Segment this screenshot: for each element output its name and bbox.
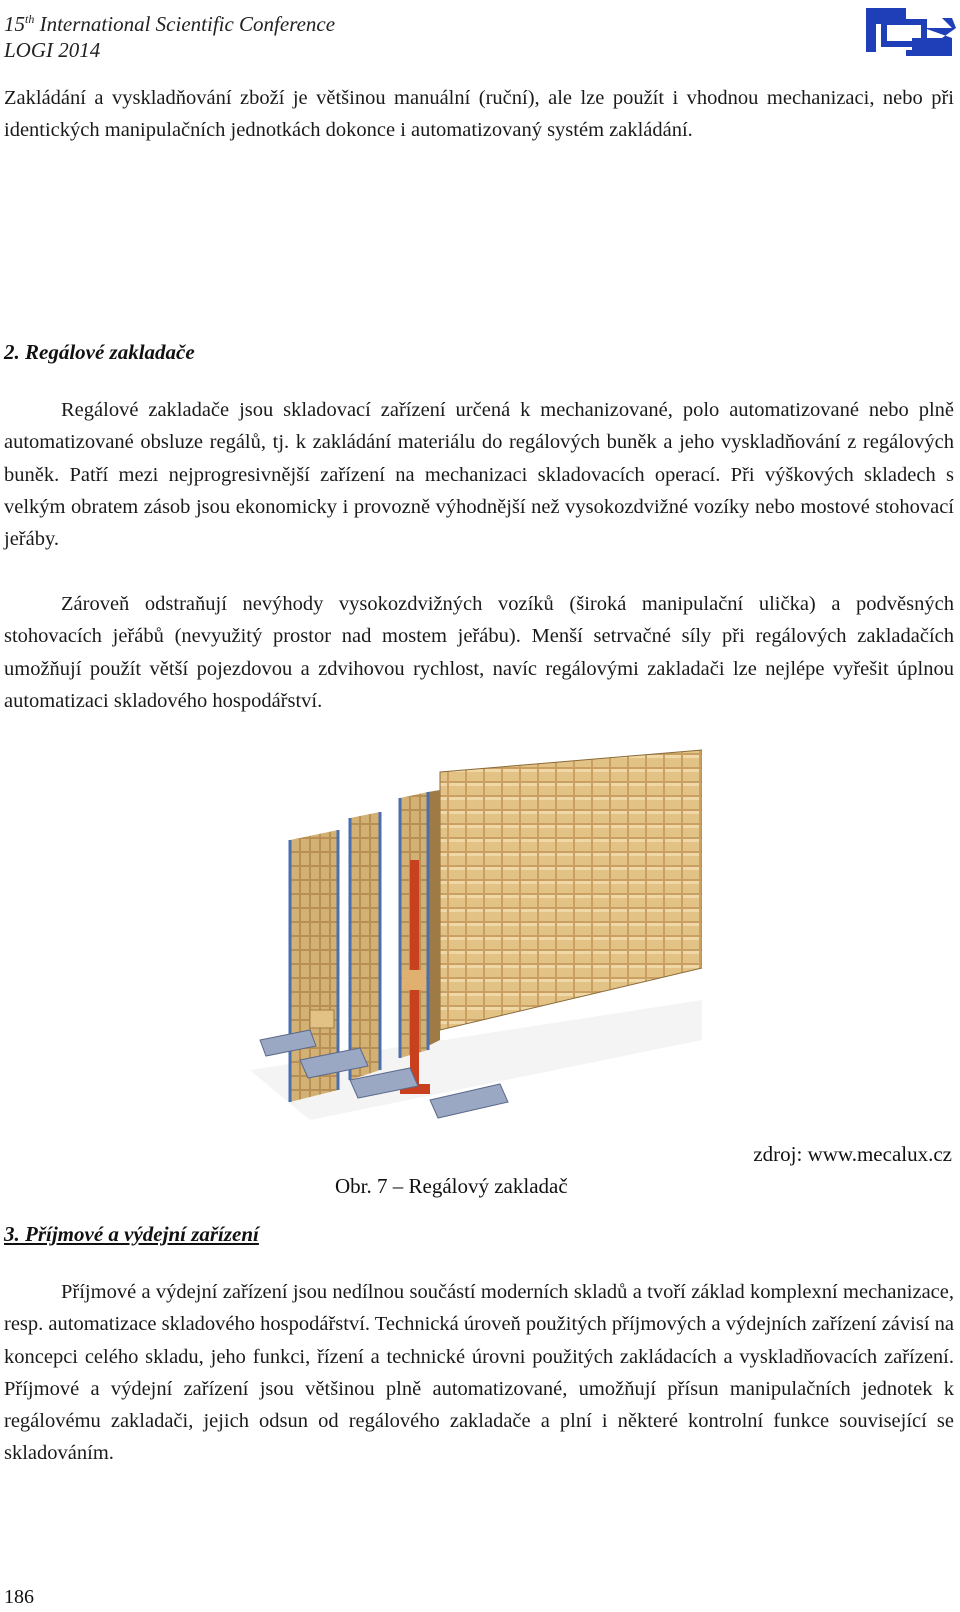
conference-number: 15 xyxy=(4,12,25,36)
section-2-heading: 2. Regálové zakladače xyxy=(4,340,195,364)
rack-block-2 xyxy=(350,812,380,1080)
conference-title-line xyxy=(4,6,335,37)
section-2-paragraph-1 xyxy=(4,394,954,555)
section-2-paragraph-2-text: Zároveň odstraňují nevýhody vysokozdvižných vozíků (široká manipulační ulička) a podvěsných stohovacích jeřábů (nevyužitý prostor nad mostem jeřábu). Menší setrvačné síly při regálových zakladačích umožňují použít větší pojezdovou a zdvihovou rychlost, navíc regálovými zakladači lze nejlépe vyřešit úplnou automatizaci skladového hospodářství. xyxy=(4,593,954,712)
conference-short-name: LOGI 2014 xyxy=(4,38,101,62)
page-number: 186 xyxy=(4,1586,34,1608)
section-2-paragraph-1-text: Regálové zakladače jsou skladovací zařízení určená k mechanizované, polo automatizované nebo plně automatizované obsluze regálů, tj. k zakládání materiálu do regálových buněk a jeho vyskladňování z regálových buněk. Patří mezi nejprogresivnější zařízení na mechanizaci skladovacích operací. Při výškových skladech s velkým obratem zásob jsou ekonomicky i provozně výhodnější než vysokozdvižné vozíky nebo mostové stohovací jeřáby. xyxy=(4,399,954,551)
conference-number-suffix: th xyxy=(25,12,35,26)
section-2-paragraph-2 xyxy=(4,588,954,717)
conference-header xyxy=(4,6,335,63)
figure-source: zdroj: www.mecalux.cz xyxy=(753,1142,952,1166)
conference-name: International Scientific Conference xyxy=(39,12,336,36)
figure-caption: Obr. 7 – Regálový zakladač xyxy=(335,1174,568,1198)
section-3-paragraph-text: Příjmové a výdejní zařízení jsou nedílnou součástí moderních skladů a tvoří základ komplexní mechanizace, resp. automatizace skladového hospodářství. Technická úroveň použitých příjmových a výdejních zařízení závisí na koncepci celého skladu, jeho funkci, řízení a technické úrovni použitých zakládacích a vyskladňovacích zařízení. Příjmové a výdejní zařízení jsou většinou plně automatizované, umožňují přísun manipulačních jednotek k regálovému zakladači, jejich odsun od regálového zakladače a plní i některé kontrolní funkce související se skladováním. xyxy=(4,1281,954,1465)
intro-paragraph: Zakládání a vyskladňování zboží je většinou manuální (ruční), ale lze použít i vhodnou mechanizaci, nebo při identických manipulačních jednotkách dokonce i automatizovaný systém zakládání. xyxy=(4,87,954,142)
conference-logo xyxy=(862,4,956,60)
section-3-heading: 3. Příjmové a výdejní zařízení xyxy=(4,1222,259,1246)
stacker-crane-figure xyxy=(250,740,702,1140)
section-3-paragraph xyxy=(4,1276,954,1470)
